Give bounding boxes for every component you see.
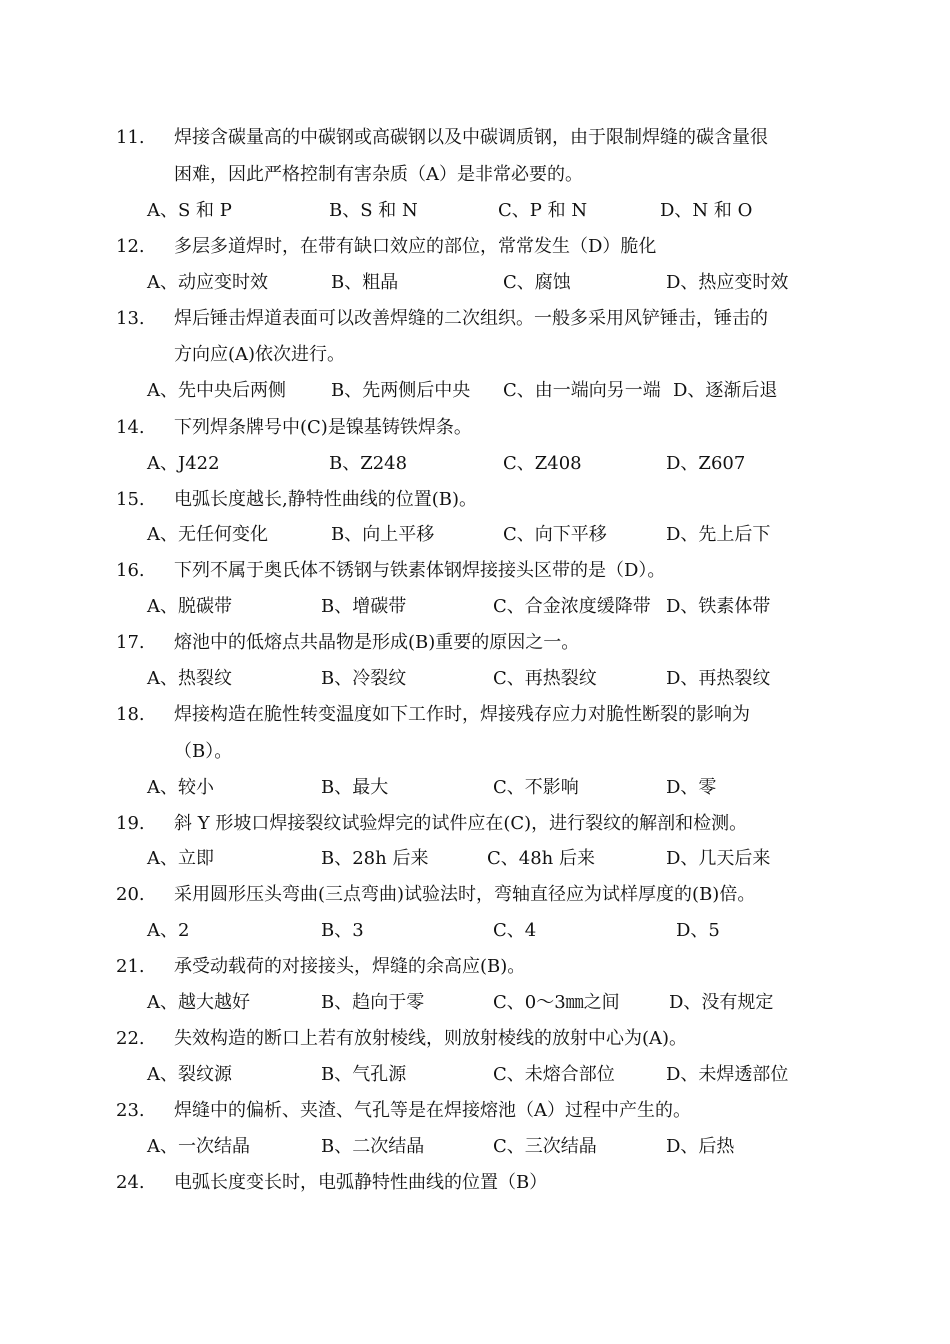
question-text: 下列不属于奥氏体不锈钢与铁素体钢焊接接头区带的是（D）。 xyxy=(174,560,666,581)
question-number: 11. xyxy=(116,127,145,148)
option-d: D、Z607 xyxy=(666,453,746,474)
question-text: 电弧长度越长,静特性曲线的位置(B)。 xyxy=(174,489,477,510)
question-text: 失效构造的断口上若有放射棱线，则放射棱线的放射中心为(A)。 xyxy=(174,1028,688,1049)
option-d: D、后热 xyxy=(666,1136,735,1157)
question-text: 电弧长度变长时，电弧静特性曲线的位置（B） xyxy=(174,1172,548,1193)
option-a: A、S 和 P xyxy=(147,200,232,221)
question-number: 14. xyxy=(116,417,145,438)
option-b: B、Z248 xyxy=(329,453,408,474)
question-number: 13. xyxy=(116,308,145,329)
option-a: A、2 xyxy=(147,920,190,941)
question-number: 22. xyxy=(116,1028,145,1049)
question-number: 19. xyxy=(116,813,145,834)
option-c: C、三次结晶 xyxy=(493,1136,597,1157)
option-d: D、几天后来 xyxy=(666,848,771,869)
question-number: 15. xyxy=(116,489,145,510)
option-b: B、3 xyxy=(321,920,364,941)
option-a: A、无任何变化 xyxy=(147,524,268,545)
option-c: C、0～3㎜之间 xyxy=(493,992,620,1013)
option-a: A、一次结晶 xyxy=(147,1136,250,1157)
question-text-continuation: 困难，因此严格控制有害杂质（A）是非常必要的。 xyxy=(174,164,583,185)
question-number: 23. xyxy=(116,1100,145,1121)
question-number: 21. xyxy=(116,956,145,977)
question-text: 采用圆形压头弯曲(三点弯曲)试验法时，弯轴直径应为试样厚度的(B)倍。 xyxy=(174,884,756,905)
option-b: B、28h 后来 xyxy=(321,848,429,869)
option-d: D、热应变时效 xyxy=(666,272,789,293)
option-a: A、立即 xyxy=(147,848,214,869)
option-a: A、较小 xyxy=(147,777,214,798)
question-text: 焊缝中的偏析、夹渣、气孔等是在焊接熔池（A）过程中产生的。 xyxy=(174,1100,691,1121)
option-d: D、未焊透部位 xyxy=(666,1064,789,1085)
question-number: 12. xyxy=(116,236,145,257)
option-c: C、再热裂纹 xyxy=(493,668,597,689)
option-d: D、铁素体带 xyxy=(666,596,771,617)
option-c: C、不影响 xyxy=(493,777,579,798)
option-b: B、趋向于零 xyxy=(321,992,425,1013)
question-number: 20. xyxy=(116,884,145,905)
option-b: B、气孔源 xyxy=(321,1064,407,1085)
question-text: 斜 Y 形坡口焊接裂纹试验焊完的试件应在(C)，进行裂纹的解剖和检测。 xyxy=(174,813,748,834)
option-a: A、热裂纹 xyxy=(147,668,232,689)
option-d: D、零 xyxy=(666,777,717,798)
question-text: 熔池中的低熔点共晶物是形成(B)重要的原因之一。 xyxy=(174,632,580,653)
option-b: B、先两侧后中央 xyxy=(331,380,471,401)
option-b: B、最大 xyxy=(321,777,389,798)
question-text: 焊接构造在脆性转变温度如下工作时，焊接残存应力对脆性断裂的影响为 xyxy=(174,704,750,725)
option-c: C、腐蚀 xyxy=(503,272,571,293)
question-number: 16. xyxy=(116,560,145,581)
option-d: D、先上后下 xyxy=(666,524,771,545)
option-b: B、冷裂纹 xyxy=(321,668,407,689)
option-d: D、5 xyxy=(676,920,720,941)
option-b: B、向上平移 xyxy=(331,524,435,545)
question-number: 18. xyxy=(116,704,145,725)
option-c: C、48h 后来 xyxy=(487,848,595,869)
option-d: D、没有规定 xyxy=(669,992,774,1013)
option-a: A、J422 xyxy=(147,453,220,474)
question-number: 24. xyxy=(116,1172,145,1193)
option-c: C、向下平移 xyxy=(503,524,607,545)
question-text-continuation: （B）。 xyxy=(174,741,233,762)
option-c: C、由一端向另一端 xyxy=(503,380,661,401)
question-text: 焊后锤击焊道表面可以改善焊缝的二次组织。一般多采用风铲锤击，锤击的 xyxy=(174,308,768,329)
option-d: D、逐渐后退 xyxy=(673,380,778,401)
option-a: A、裂纹源 xyxy=(147,1064,232,1085)
question-text: 焊接含碳量高的中碳钢或高碳钢以及中碳调质钢，由于限制焊缝的碳含量很 xyxy=(174,127,768,148)
option-a: A、越大越好 xyxy=(147,992,250,1013)
question-text: 承受动载荷的对接接头，焊缝的余高应(B)。 xyxy=(174,956,526,977)
option-c: C、合金浓度缓降带 xyxy=(493,596,651,617)
option-b: B、粗晶 xyxy=(331,272,399,293)
option-a: A、先中央后两侧 xyxy=(147,380,286,401)
question-text: 多层多道焊时，在带有缺口效应的部位，常常发生（D）脆化 xyxy=(174,236,657,257)
option-c: C、Z408 xyxy=(503,453,582,474)
option-c: C、未熔合部位 xyxy=(493,1064,615,1085)
option-d: D、N 和 O xyxy=(660,200,753,221)
option-b: B、S 和 N xyxy=(329,200,418,221)
question-text-continuation: 方向应(A)依次进行。 xyxy=(174,344,346,365)
option-c: C、4 xyxy=(493,920,537,941)
question-number: 17. xyxy=(116,632,145,653)
option-a: A、动应变时效 xyxy=(147,272,268,293)
question-text: 下列焊条牌号中(C)是镍基铸铁焊条。 xyxy=(174,417,472,438)
option-b: B、二次结晶 xyxy=(321,1136,425,1157)
option-b: B、增碳带 xyxy=(321,596,407,617)
option-c: C、P 和 N xyxy=(498,200,588,221)
option-a: A、脱碳带 xyxy=(147,596,232,617)
option-d: D、再热裂纹 xyxy=(666,668,771,689)
